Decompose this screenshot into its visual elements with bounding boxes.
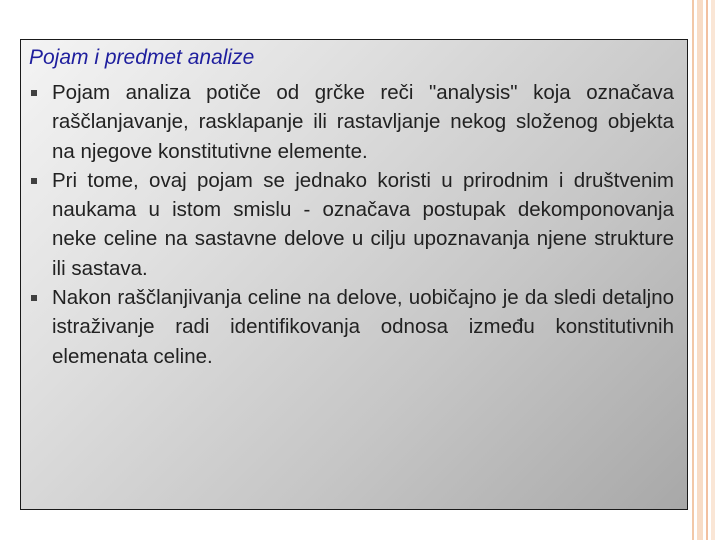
bullet-text: Pojam analiza potiče od grčke reči "analysis" koja označava raščlanjavanje, rasklapanje ili rastavljanje nekog složenog objekta na njegove konstitutivne elemente. [52, 81, 674, 163]
bullet-item [29, 166, 674, 283]
square-bullet-icon [31, 90, 37, 96]
decorative-stripe [697, 0, 703, 540]
bullet-text: Pri tome, ovaj pojam se jednako koristi u prirodnim i društvenim naukama u istom smislu - označava postupak dekomponovanja neke celine na sastavne delove u cilju upoznavanja njene strukture ili sastava. [52, 168, 674, 280]
bullet-list [29, 78, 674, 371]
decorative-stripe [711, 0, 715, 540]
decorative-stripe [706, 0, 708, 540]
bullet-item [29, 283, 674, 371]
decorative-stripe [692, 0, 694, 540]
bullet-item [29, 78, 674, 166]
square-bullet-icon [31, 178, 37, 184]
square-bullet-icon [31, 295, 37, 301]
bullet-text: Nakon raščlanjivanja celine na delove, uobičajno je da sledi detaljno istraživanje radi identifikovanja odnosa između konstitutivnih elemenata celine. [52, 286, 674, 368]
slide-content-box [20, 39, 688, 510]
slide-title: Pojam i predmet analize [29, 46, 255, 69]
